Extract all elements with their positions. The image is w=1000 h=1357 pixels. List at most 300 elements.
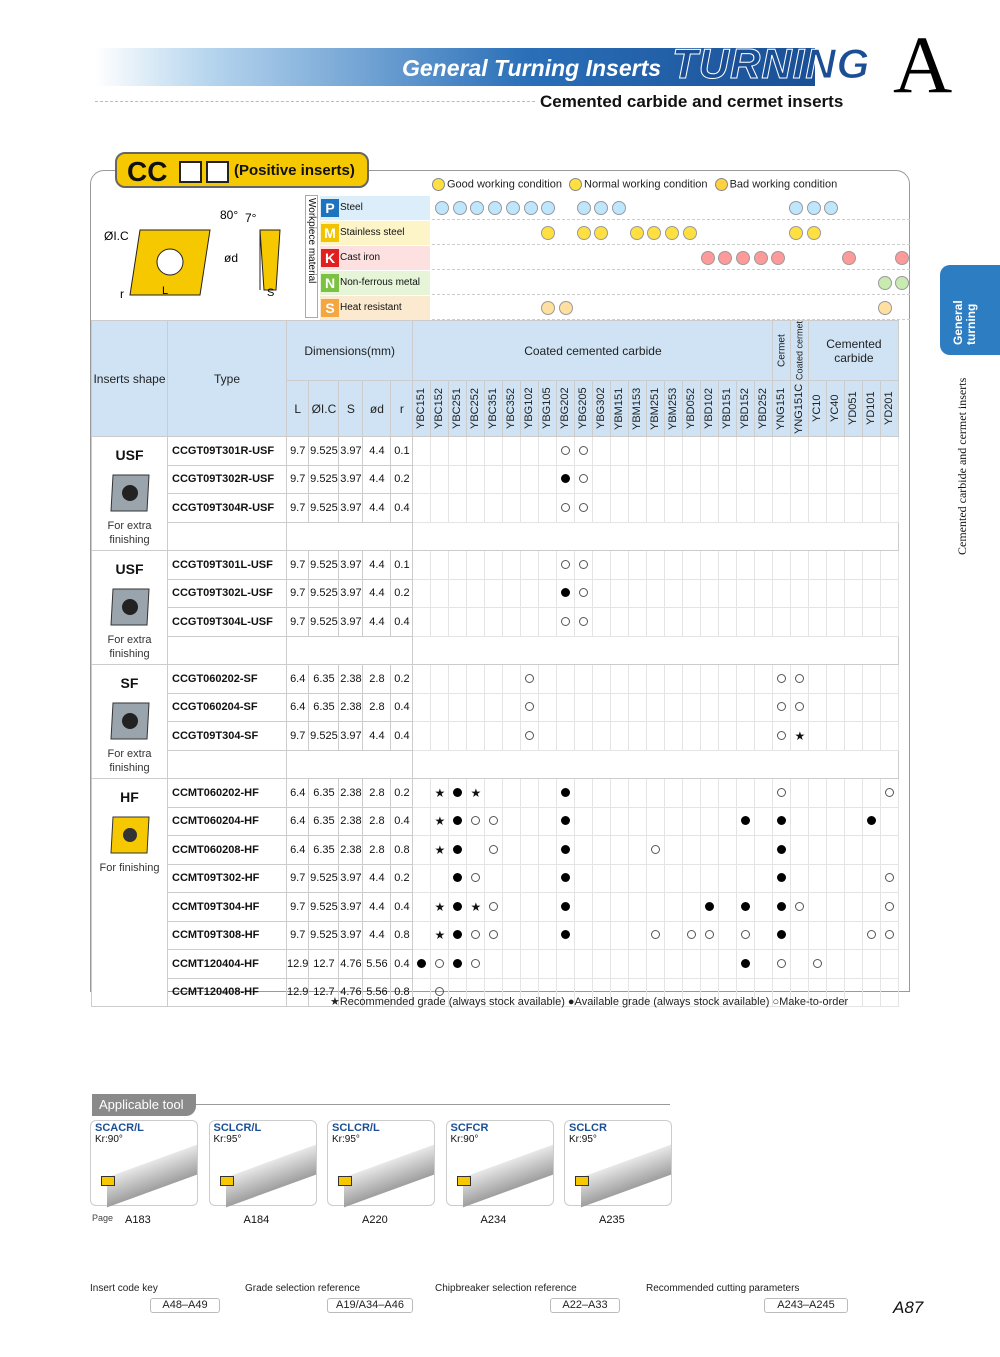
condition-face-icon bbox=[612, 201, 626, 215]
normal-face-icon bbox=[569, 178, 582, 191]
available-icon bbox=[561, 588, 570, 597]
grade-cell bbox=[737, 807, 755, 836]
grade-cell bbox=[701, 465, 719, 494]
dim-value: 9.7 bbox=[287, 608, 309, 637]
insert-type[interactable]: CCMT120408-HF bbox=[168, 978, 287, 1007]
grade-cell bbox=[701, 579, 719, 608]
insert-type[interactable]: CCMT09T304-HF bbox=[168, 893, 287, 922]
grade-cell bbox=[521, 665, 539, 694]
insert-type[interactable]: CCGT09T304L-USF bbox=[168, 608, 287, 637]
grade-cell bbox=[773, 807, 791, 836]
insert-type[interactable]: CCMT09T308-HF bbox=[168, 921, 287, 950]
grade-cell bbox=[683, 893, 701, 922]
table-row bbox=[92, 893, 899, 922]
dim-value: 3.97 bbox=[339, 579, 363, 608]
grade-cell bbox=[467, 693, 485, 722]
dim-value: 4.76 bbox=[339, 950, 363, 979]
grade-cell bbox=[665, 836, 683, 865]
insert-image-icon bbox=[105, 469, 155, 515]
condition-face-icon bbox=[771, 251, 785, 265]
available-icon bbox=[777, 816, 786, 825]
grade-cell bbox=[449, 779, 467, 808]
grade-cell bbox=[539, 836, 557, 865]
make-to-order-icon bbox=[489, 902, 498, 911]
workpiece-material-label: Workpiece material bbox=[305, 195, 318, 318]
dim-value: 12.9 bbox=[287, 950, 309, 979]
condition-face-icon bbox=[878, 276, 892, 290]
grade-cell bbox=[539, 921, 557, 950]
available-icon bbox=[561, 930, 570, 939]
insert-type[interactable]: CCGT060202-SF bbox=[168, 665, 287, 694]
condition-face-icon bbox=[470, 201, 484, 215]
grade-cell bbox=[539, 465, 557, 494]
grade-cell bbox=[701, 950, 719, 979]
grade-cell bbox=[431, 921, 449, 950]
header-title: General Turning Inserts bbox=[402, 55, 662, 81]
insert-drawing bbox=[100, 200, 300, 310]
grade-cell bbox=[827, 893, 845, 922]
grade-cell bbox=[647, 551, 665, 580]
grade-cell bbox=[593, 579, 611, 608]
tool-page[interactable]: A234 bbox=[480, 1214, 507, 1226]
dim-value: 0.4 bbox=[391, 693, 413, 722]
insert-type[interactable]: CCMT060202-HF bbox=[168, 779, 287, 808]
grade-cell bbox=[503, 836, 521, 865]
condition-face-icon bbox=[807, 201, 821, 215]
grade-cell bbox=[737, 779, 755, 808]
grade-cell bbox=[521, 864, 539, 893]
grade-cell bbox=[809, 864, 827, 893]
grade-cell bbox=[881, 779, 899, 808]
material-face-row bbox=[432, 221, 910, 245]
section-letter: A bbox=[893, 19, 953, 110]
grade-col-header: YBM251 bbox=[647, 381, 665, 437]
grade-cell bbox=[539, 579, 557, 608]
insert-type[interactable]: CCGT060204-SF bbox=[168, 693, 287, 722]
grade-cell bbox=[611, 807, 629, 836]
reference-pages[interactable]: A19/A34–A46 bbox=[327, 1298, 413, 1313]
grade-cell bbox=[593, 921, 611, 950]
grade-cell bbox=[809, 551, 827, 580]
table-row bbox=[92, 864, 899, 893]
grade-cell bbox=[503, 807, 521, 836]
grade-cell bbox=[737, 465, 755, 494]
available-icon bbox=[453, 845, 462, 854]
grade-cell bbox=[449, 921, 467, 950]
grade-cell bbox=[881, 921, 899, 950]
grade-cell bbox=[539, 722, 557, 751]
reference-pages[interactable]: A22–A33 bbox=[550, 1298, 620, 1313]
dim-value: 2.8 bbox=[363, 807, 391, 836]
recommended-star-icon: ★ bbox=[434, 842, 446, 857]
dim-value: 3.97 bbox=[339, 921, 363, 950]
grade-cell bbox=[575, 494, 593, 523]
reference-link[interactable] bbox=[90, 1283, 208, 1311]
grade-cell bbox=[755, 465, 773, 494]
dim-value: 9.525 bbox=[309, 551, 339, 580]
insert-image-icon bbox=[105, 583, 155, 629]
grade-cell bbox=[485, 779, 503, 808]
grade-cell bbox=[719, 722, 737, 751]
grade-cell bbox=[593, 608, 611, 637]
grade-cell bbox=[737, 693, 755, 722]
grade-cell bbox=[773, 608, 791, 637]
grade-cell bbox=[665, 437, 683, 466]
grade-cell bbox=[503, 437, 521, 466]
make-to-order-icon bbox=[489, 845, 498, 854]
grade-cell bbox=[611, 494, 629, 523]
tool-kr: Kr:95° bbox=[332, 1134, 360, 1145]
grade-col-header: YNG151C bbox=[791, 381, 809, 437]
grade-cell bbox=[881, 950, 899, 979]
condition-face-icon bbox=[789, 226, 803, 240]
dim-value: 2.38 bbox=[339, 836, 363, 865]
reference-pages[interactable]: A243–A245 bbox=[764, 1298, 848, 1313]
make-to-order-icon bbox=[651, 930, 660, 939]
make-to-order-icon bbox=[561, 446, 570, 455]
tool-page[interactable]: A183 bbox=[125, 1214, 151, 1226]
grade-cell bbox=[575, 579, 593, 608]
grade-cell bbox=[881, 893, 899, 922]
dim-value: 6.35 bbox=[309, 693, 339, 722]
make-to-order-icon bbox=[777, 788, 786, 797]
grade-cell bbox=[629, 608, 647, 637]
dim-value: 6.35 bbox=[309, 665, 339, 694]
dim-value: 9.525 bbox=[309, 722, 339, 751]
available-icon bbox=[867, 816, 876, 825]
grade-cell bbox=[737, 665, 755, 694]
grade-cell bbox=[827, 836, 845, 865]
dim-value: 2.38 bbox=[339, 779, 363, 808]
grade-col-header: YBC351 bbox=[485, 381, 503, 437]
dim-value: 2.8 bbox=[363, 836, 391, 865]
available-icon bbox=[777, 902, 786, 911]
condition-face-icon bbox=[665, 226, 679, 240]
grade-cell bbox=[755, 950, 773, 979]
dim-value: 12.7 bbox=[309, 978, 339, 1007]
grade-cell bbox=[863, 779, 881, 808]
grade-cell bbox=[701, 437, 719, 466]
tool-body-image bbox=[463, 1145, 553, 1208]
grade-cell bbox=[521, 893, 539, 922]
dim-value: 0.2 bbox=[391, 579, 413, 608]
grade-cell bbox=[773, 437, 791, 466]
tool-body-image bbox=[107, 1145, 197, 1208]
grade-cell bbox=[467, 551, 485, 580]
grade-cell bbox=[683, 579, 701, 608]
grade-cell bbox=[647, 693, 665, 722]
table-row bbox=[92, 608, 899, 637]
dim-value: 3.97 bbox=[339, 465, 363, 494]
grade-cell bbox=[881, 978, 899, 1007]
grade-cell bbox=[413, 950, 431, 979]
grade-cell bbox=[503, 579, 521, 608]
grade-cell bbox=[665, 494, 683, 523]
grade-cell bbox=[521, 950, 539, 979]
grade-cell bbox=[557, 722, 575, 751]
dim-value: 5.56 bbox=[363, 978, 391, 1007]
bad-face-icon bbox=[715, 178, 728, 191]
grade-cell bbox=[683, 807, 701, 836]
dim-value: 3.97 bbox=[339, 437, 363, 466]
dim-value: 9.7 bbox=[287, 494, 309, 523]
table-row bbox=[92, 665, 899, 694]
grade-cell bbox=[467, 807, 485, 836]
grade-cell bbox=[881, 579, 899, 608]
dim-value: 0.4 bbox=[391, 950, 413, 979]
grade-cell bbox=[503, 608, 521, 637]
spacer-cell bbox=[413, 636, 899, 665]
grade-cell bbox=[665, 665, 683, 694]
spacer-cell bbox=[413, 750, 899, 779]
tool-card[interactable] bbox=[446, 1120, 554, 1226]
grade-cell bbox=[431, 836, 449, 865]
grade-cell bbox=[773, 579, 791, 608]
insert-type[interactable]: CCGT09T301R-USF bbox=[168, 437, 287, 466]
grade-cell bbox=[413, 836, 431, 865]
dim-value: 0.8 bbox=[391, 836, 413, 865]
grade-cell bbox=[413, 693, 431, 722]
available-icon bbox=[741, 959, 750, 968]
dim-value: 9.7 bbox=[287, 921, 309, 950]
grade-cell bbox=[755, 779, 773, 808]
grade-col-header: YBC152 bbox=[431, 381, 449, 437]
grade-cell bbox=[539, 551, 557, 580]
condition-face-icon bbox=[754, 251, 768, 265]
material-code: K bbox=[321, 249, 339, 267]
insert-type[interactable]: CCGT09T304-SF bbox=[168, 722, 287, 751]
grade-cell bbox=[503, 950, 521, 979]
grade-cell bbox=[485, 693, 503, 722]
grade-cell bbox=[737, 551, 755, 580]
grade-cell bbox=[845, 836, 863, 865]
grade-col-header: YBD252 bbox=[755, 381, 773, 437]
make-to-order-icon bbox=[579, 588, 588, 597]
grade-cell bbox=[755, 807, 773, 836]
table-row bbox=[92, 950, 899, 979]
grade-cell bbox=[629, 437, 647, 466]
make-to-order-icon bbox=[525, 731, 534, 740]
grade-cell bbox=[719, 807, 737, 836]
grade-cell bbox=[791, 494, 809, 523]
grade-cell bbox=[647, 921, 665, 950]
grade-cell bbox=[431, 893, 449, 922]
grade-cell bbox=[539, 779, 557, 808]
tool-name: SCLCR/L bbox=[332, 1122, 380, 1134]
applicable-tool-title: Applicable tool bbox=[92, 1094, 196, 1116]
insert-type[interactable]: CCGT09T301L-USF bbox=[168, 551, 287, 580]
grade-cell bbox=[827, 950, 845, 979]
grade-cell bbox=[467, 437, 485, 466]
grade-cell bbox=[737, 864, 755, 893]
recommended-star-icon: ★ bbox=[470, 785, 482, 800]
available-icon bbox=[561, 788, 570, 797]
spacer-cell bbox=[168, 636, 287, 665]
grade-cell bbox=[539, 950, 557, 979]
side-tab[interactable] bbox=[940, 265, 1000, 355]
grade-cell bbox=[629, 693, 647, 722]
dim-col-header: L bbox=[287, 381, 309, 437]
dim-value: 9.525 bbox=[309, 437, 339, 466]
grade-col-header: YNG151 bbox=[773, 381, 791, 437]
grade-cell bbox=[503, 551, 521, 580]
insert-image-icon bbox=[105, 811, 155, 857]
make-to-order-icon bbox=[777, 731, 786, 740]
material-stainless-steel bbox=[320, 221, 430, 245]
grade-cell bbox=[701, 864, 719, 893]
grade-cell bbox=[809, 465, 827, 494]
dim-value: 9.7 bbox=[287, 465, 309, 494]
table-row bbox=[92, 551, 899, 580]
dim-value: 0.4 bbox=[391, 494, 413, 523]
tool-card[interactable] bbox=[209, 1120, 317, 1226]
tool-page[interactable]: A184 bbox=[243, 1214, 270, 1226]
grade-cell bbox=[449, 693, 467, 722]
make-to-order-icon bbox=[579, 474, 588, 483]
grade-cell bbox=[683, 494, 701, 523]
insert-type[interactable]: CCMT09T302-HF bbox=[168, 864, 287, 893]
tool-card[interactable] bbox=[327, 1120, 435, 1226]
grade-cell bbox=[737, 722, 755, 751]
insert-type[interactable]: CCMT060208-HF bbox=[168, 836, 287, 865]
grade-cell bbox=[503, 864, 521, 893]
grade-cell bbox=[575, 665, 593, 694]
grade-cell bbox=[413, 551, 431, 580]
grade-cell bbox=[701, 836, 719, 865]
available-icon bbox=[453, 816, 462, 825]
grade-cell bbox=[539, 893, 557, 922]
grade-cell bbox=[539, 437, 557, 466]
condition-face-icon bbox=[789, 201, 803, 215]
table-row bbox=[92, 494, 899, 523]
grade-cell bbox=[683, 608, 701, 637]
make-to-order-icon bbox=[885, 930, 894, 939]
make-to-order-icon bbox=[435, 959, 444, 968]
grade-cell bbox=[719, 437, 737, 466]
grade-cell bbox=[665, 465, 683, 494]
grade-cell bbox=[629, 665, 647, 694]
condition-face-icon bbox=[594, 201, 608, 215]
dim-value: 4.4 bbox=[363, 551, 391, 580]
condition-face-icon bbox=[647, 226, 661, 240]
material-steel bbox=[320, 196, 430, 220]
dim-value: 6.4 bbox=[287, 779, 309, 808]
grade-cell bbox=[683, 921, 701, 950]
cc-prefix: CC bbox=[127, 156, 168, 187]
grade-cell bbox=[449, 950, 467, 979]
grade-cell bbox=[845, 950, 863, 979]
grade-cell bbox=[647, 437, 665, 466]
available-icon bbox=[741, 816, 750, 825]
condition-face-icon bbox=[718, 251, 732, 265]
make-to-order-icon bbox=[813, 959, 822, 968]
grade-cell bbox=[611, 465, 629, 494]
grade-cell bbox=[845, 579, 863, 608]
grade-cell bbox=[593, 807, 611, 836]
insert-type[interactable]: CCGT09T302R-USF bbox=[168, 465, 287, 494]
insert-type[interactable]: CCGT09T302L-USF bbox=[168, 579, 287, 608]
grade-cell bbox=[593, 494, 611, 523]
grade-col-header: YC10 bbox=[809, 381, 827, 437]
grade-cell bbox=[557, 893, 575, 922]
insert-type[interactable]: CCMT120404-HF bbox=[168, 950, 287, 979]
grade-cell bbox=[863, 693, 881, 722]
insert-type[interactable]: CCMT060204-HF bbox=[168, 807, 287, 836]
grade-cell bbox=[521, 551, 539, 580]
grade-cell bbox=[737, 437, 755, 466]
grade-cell bbox=[809, 836, 827, 865]
grade-col-header: YBC352 bbox=[503, 381, 521, 437]
grade-cell bbox=[611, 921, 629, 950]
grade-cell bbox=[557, 551, 575, 580]
grade-col-header: YBG102 bbox=[521, 381, 539, 437]
grade-cell bbox=[863, 551, 881, 580]
dim-value: 0.4 bbox=[391, 722, 413, 751]
grade-cell bbox=[701, 665, 719, 694]
reference-link[interactable] bbox=[435, 1283, 608, 1311]
available-icon bbox=[561, 474, 570, 483]
grade-cell bbox=[521, 693, 539, 722]
grade-cell bbox=[629, 579, 647, 608]
grade-cell bbox=[701, 494, 719, 523]
grade-cell bbox=[701, 807, 719, 836]
grade-cell bbox=[845, 779, 863, 808]
grade-cell bbox=[683, 864, 701, 893]
grade-cell bbox=[755, 836, 773, 865]
reference-pages[interactable]: A48–A49 bbox=[150, 1298, 220, 1313]
grade-cell bbox=[413, 921, 431, 950]
dim-value: 9.7 bbox=[287, 722, 309, 751]
grade-cell bbox=[845, 921, 863, 950]
make-to-order-icon bbox=[777, 674, 786, 683]
grade-cell bbox=[773, 836, 791, 865]
grade-cell bbox=[719, 921, 737, 950]
tool-page[interactable]: A235 bbox=[599, 1214, 625, 1226]
grade-cell bbox=[683, 722, 701, 751]
grade-cell bbox=[575, 779, 593, 808]
grade-cell bbox=[863, 665, 881, 694]
condition-face-icon bbox=[453, 201, 467, 215]
grade-cell bbox=[863, 608, 881, 637]
make-to-order-icon bbox=[705, 930, 714, 939]
make-to-order-icon bbox=[885, 902, 894, 911]
grade-cell bbox=[611, 551, 629, 580]
tool-page[interactable]: A220 bbox=[362, 1214, 388, 1226]
grade-cell bbox=[701, 693, 719, 722]
dim-value: 9.525 bbox=[309, 893, 339, 922]
grade-cell bbox=[449, 551, 467, 580]
grade-col-header: YBM253 bbox=[665, 381, 683, 437]
make-to-order-icon bbox=[885, 873, 894, 882]
grade-cell bbox=[791, 465, 809, 494]
reference-link[interactable] bbox=[646, 1283, 835, 1311]
dim-value: 0.4 bbox=[391, 807, 413, 836]
grade-cell bbox=[845, 807, 863, 836]
grade-cell bbox=[701, 551, 719, 580]
grade-cell bbox=[863, 921, 881, 950]
dim-value: 4.4 bbox=[363, 608, 391, 637]
grade-cell bbox=[791, 921, 809, 950]
grade-cell bbox=[665, 807, 683, 836]
good-face-icon bbox=[432, 178, 445, 191]
insert-type[interactable]: CCGT09T304R-USF bbox=[168, 494, 287, 523]
tool-card[interactable] bbox=[564, 1120, 672, 1226]
dim-value: 0.8 bbox=[391, 978, 413, 1007]
reference-link[interactable] bbox=[245, 1283, 404, 1311]
condition-face-icon bbox=[577, 201, 591, 215]
available-icon bbox=[453, 873, 462, 882]
grade-cell bbox=[863, 437, 881, 466]
